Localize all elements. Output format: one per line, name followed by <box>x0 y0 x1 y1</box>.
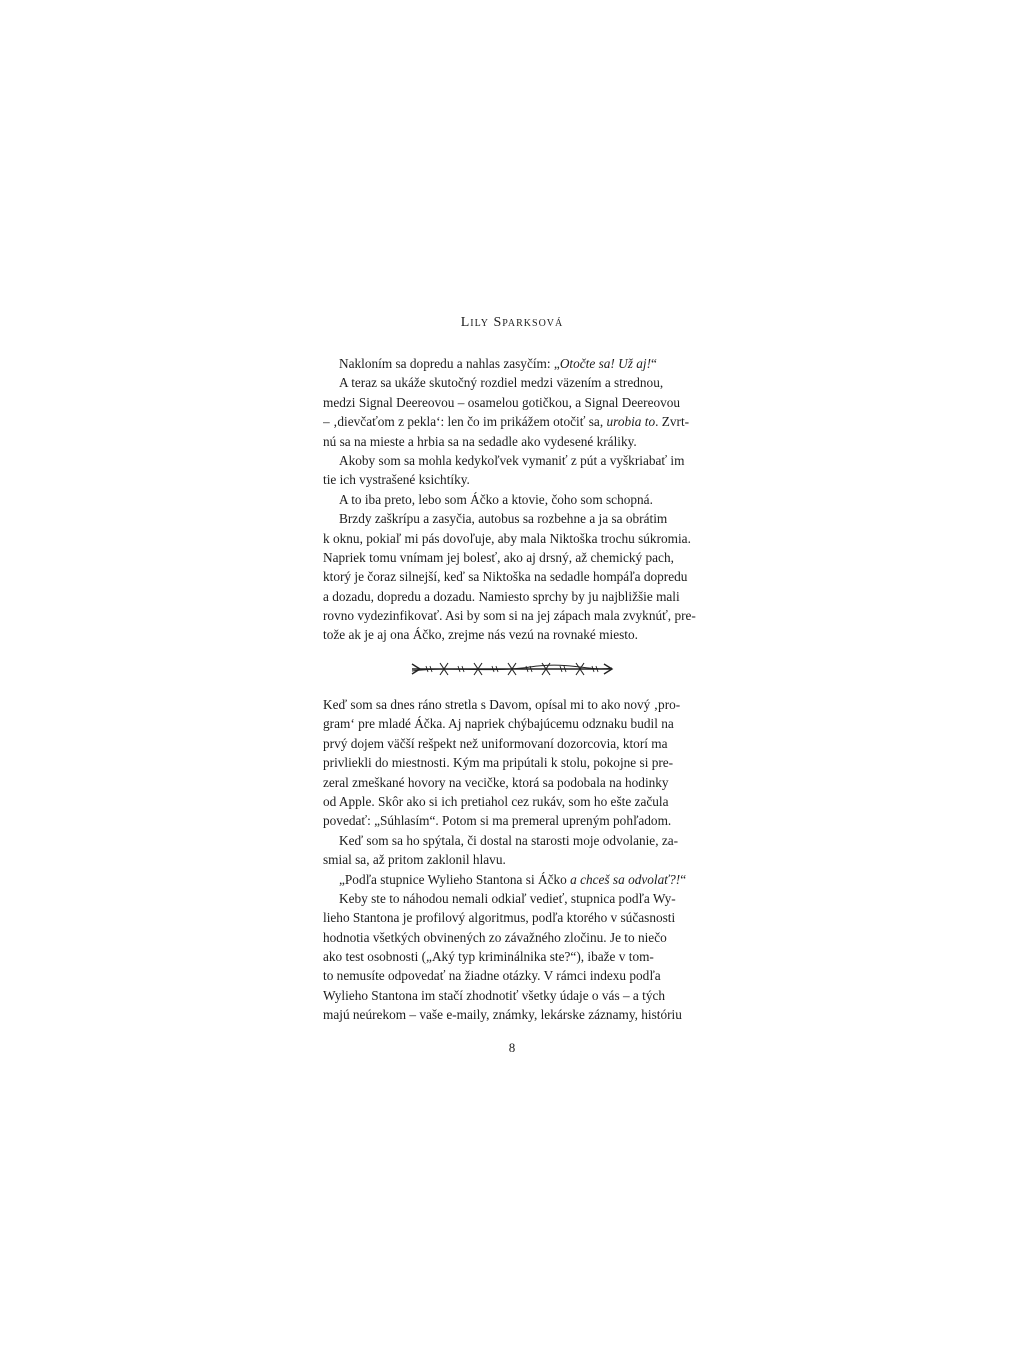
barbed-wire-divider-icon <box>410 660 614 678</box>
paragraph-line: zeral zmeškané hovory na vecičke, ktorá sa podobala na hodinky <box>323 774 669 790</box>
paragraph-line: hodnotia všetkých obvinených zo závažného zločinu. Je to niečo <box>323 929 667 945</box>
paragraph-line: povedať: „Súhlasím“. Potom si ma premeral upreným pohľadom. <box>323 813 672 829</box>
body-text-section-2 <box>323 695 701 1025</box>
paragraph-line: tože ak je aj ona Áčko, zrejme nás vezú na rovnaké miesto. <box>323 627 638 643</box>
paragraph-line: Nakloním sa dopredu a nahlas zasyčím: „Otočte sa! Už aj!“ <box>339 356 657 371</box>
paragraph-line: A teraz sa ukáže skutočný rozdiel medzi väzením a strednou, <box>339 375 664 391</box>
paragraph-line: Napriek tomu vnímam jej bolesť, ako aj drsný, až chemický pach, <box>323 549 674 565</box>
paragraph-line: od Apple. Skôr ako si ich pretiahol cez rukáv, som ho ešte začula <box>323 793 669 809</box>
body-text-section-1 <box>323 354 701 645</box>
paragraph-line: nú sa na mieste a hrbia sa na sedadle ako vydesené králiky. <box>323 433 637 449</box>
paragraph-line: „Podľa stupnice Wylieho Stantona si Áčko a chceš sa odvolať?!“ <box>339 871 687 887</box>
paragraph-line: lieho Stantona je profilový algoritmus, podľa ktorého v súčasnosti <box>323 910 676 926</box>
paragraph-line: Brzdy zaškrípu a zasyčia, autobus sa rozbehne a ja sa obrátim <box>339 511 668 527</box>
paragraph-line: smial sa, až pritom zaklonil hlavu. <box>323 852 506 868</box>
paragraph-line: Keby ste to náhodou nemali odkiaľ vedieť, stupnica podľa Wy- <box>339 890 676 906</box>
paragraph-line: Keď som sa ho spýtala, či dostal na starosti moje odvolanie, za- <box>339 832 679 848</box>
paragraph-line: a dozadu, dopredu a dozadu. Namiesto sprchy by ju najbližšie mali <box>323 588 680 604</box>
paragraph-line: ako test osobnosti („Aký typ kriminálnika ste?“), ibaže v tom- <box>323 949 654 965</box>
paragraph-line: medzi Signal Deereovou – osamelou gotičkou, a Signal Deereovou <box>323 394 681 410</box>
paragraph-line: privliekli do miestnosti. Kým ma pripútali k stolu, pokojne si pre- <box>323 755 674 771</box>
paragraph-line: k oknu, pokiaľ mi pás dovoľuje, aby mala Niktoška trochu súkromia. <box>323 530 691 546</box>
paragraph-line: to nemusíte odpovedať na žiadne otázky. V rámci indexu podľa <box>323 968 661 984</box>
paragraph-line: gram‘ pre mladé Áčka. Aj napriek chýbajúcemu odznaku budil na <box>323 716 674 732</box>
paragraph-line: ktorý je čoraz silnejší, keď sa Niktoška na sedadle hompáľa dopredu <box>323 569 688 585</box>
paragraph-line: – ‚dievčaťom z pekla‘: len čo im prikážem otočiť sa, urobia to. Zvrt- <box>323 414 690 430</box>
running-head: Lily Sparksová <box>460 315 564 330</box>
page-number: 8 <box>508 1040 516 1055</box>
paragraph-line: majú neúrekom – vaše e-maily, známky, lekárske záznamy, históriu <box>323 1007 682 1023</box>
paragraph-line: prvý dojem väčší rešpekt než uniformovaní dozorcovia, ktorí ma <box>323 735 668 751</box>
paragraph-line: tie ich vystrašené ksichtíky. <box>323 472 470 488</box>
paragraph-line: Keď som sa dnes ráno stretla s Davom, opísal mi to ako nový ‚pro- <box>323 697 681 712</box>
paragraph-line: Akoby som sa mohla kedykoľvek vymaniť z pút a vyškriabať im <box>339 452 685 468</box>
paragraph-line: rovno vydezinfikovať. Asi by som si na jej zápach mala zvyknúť, pre- <box>323 608 696 624</box>
paragraph-line: A to iba preto, lebo som Áčko a ktovie, čoho som schopná. <box>339 491 653 507</box>
paragraph-line: Wylieho Stantona im stačí zhodnotiť všetky údaje o vás – a tých <box>323 987 666 1003</box>
